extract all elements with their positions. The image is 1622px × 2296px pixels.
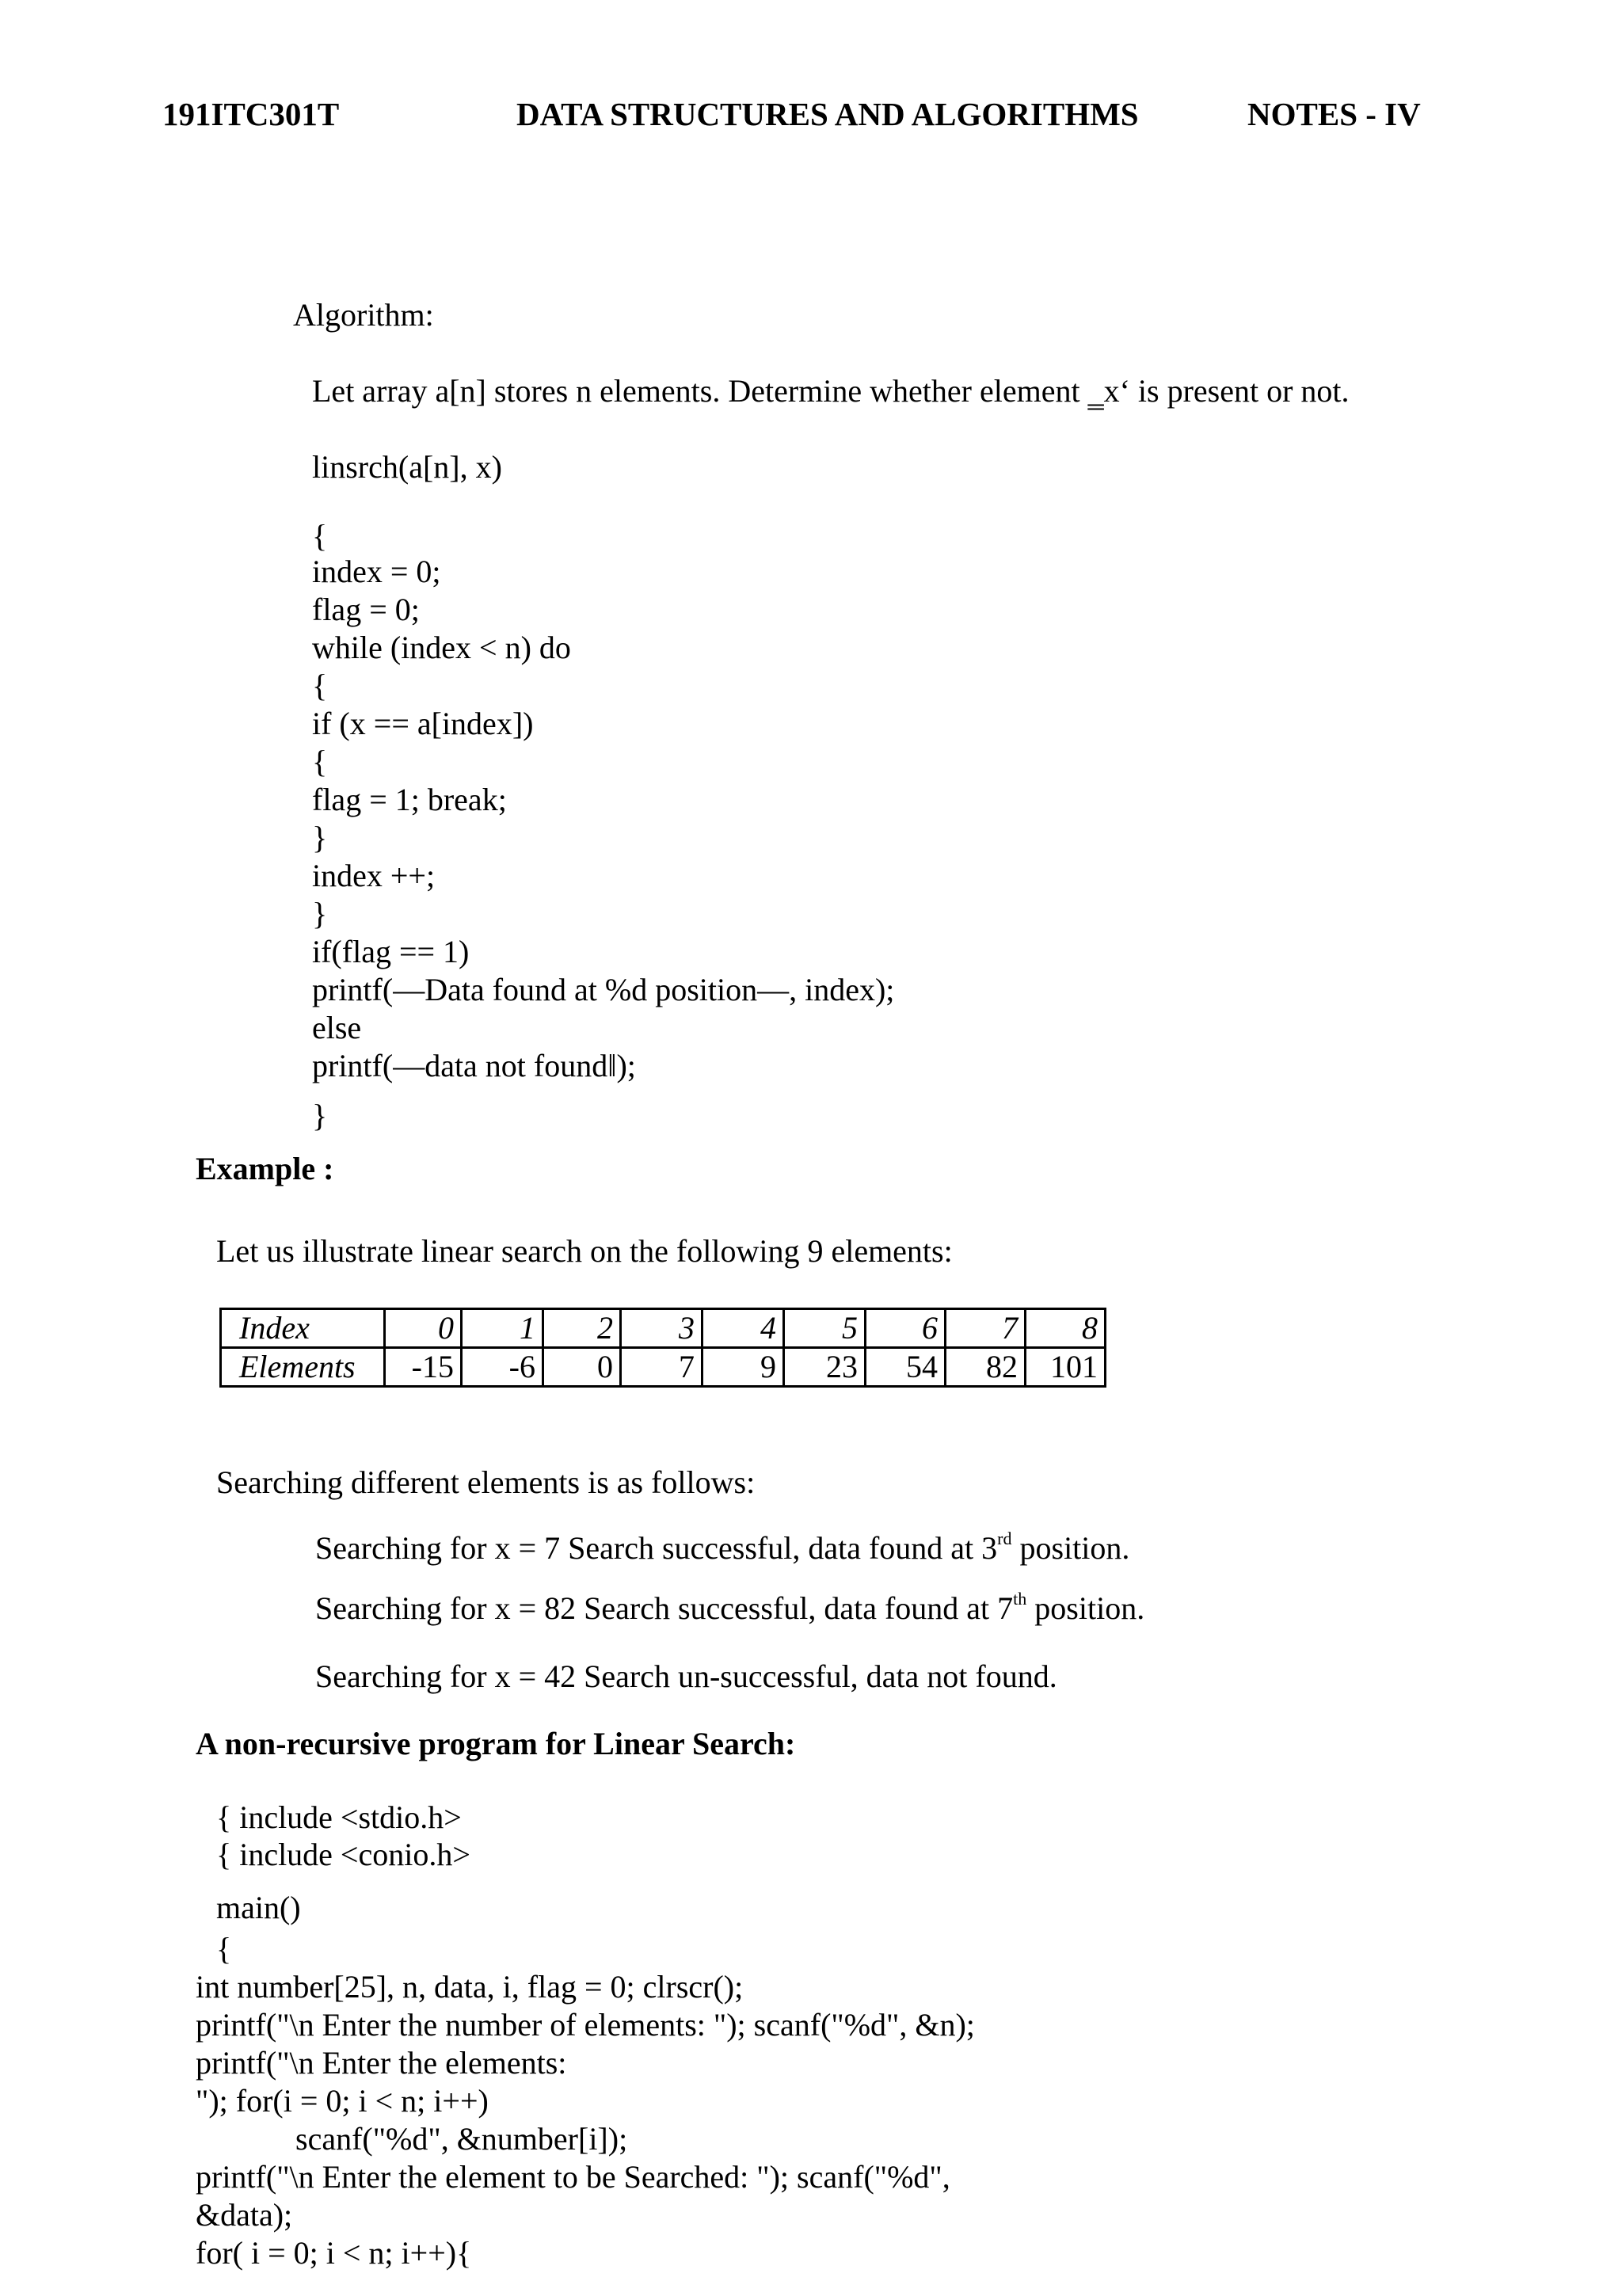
element-cell: 82 [946, 1348, 1026, 1387]
algorithm-heading: Algorithm: [293, 297, 434, 333]
code-line: index = 0; [312, 554, 441, 589]
search-result [315, 1589, 1145, 1626]
code-line: int number[25], n, data, i, flag = 0; clrscr(); [196, 1969, 744, 2005]
code-line: printf("\n Enter the element to be Searched: "); scanf("%d", [196, 2159, 950, 2195]
element-cell: 101 [1026, 1348, 1106, 1387]
ordinal-suffix: rd [997, 1529, 1012, 1548]
code-line: flag = 0; [312, 592, 420, 627]
code-line: &data); [196, 2197, 293, 2233]
code-line: for( i = 0; i < n; i++){ [196, 2235, 472, 2271]
code-line: } [312, 820, 328, 855]
index-cell: 6 [866, 1309, 946, 1348]
index-cell: 4 [702, 1309, 784, 1348]
code-line: if (x == a[index]) [312, 706, 534, 741]
array-table [219, 1308, 1106, 1388]
index-cell: 1 [462, 1309, 543, 1348]
code-line: printf(―data not found‖); [312, 1048, 636, 1083]
code-line: { [312, 744, 328, 779]
code-line: printf(―Data found at %d position―, index); [312, 972, 895, 1007]
row-label-elements: Elements [221, 1348, 385, 1387]
index-cell: 5 [784, 1309, 866, 1348]
index-cell: 0 [385, 1309, 462, 1348]
code-line: { [216, 1931, 232, 1967]
example-intro: Let us illustrate linear search on the following 9 elements: [216, 1233, 953, 1269]
search-result-text: Searching for x = 82 Search successful, data found at 7 [315, 1590, 1014, 1626]
element-cell: -6 [462, 1348, 543, 1387]
row-label-index: Index [221, 1309, 385, 1348]
code-line: { [312, 668, 328, 703]
code-line: flag = 1; break; [312, 782, 507, 817]
code-line: else [312, 1010, 362, 1045]
course-code: 191ITC301T [162, 96, 340, 132]
code-line: "); for(i = 0; i < n; i++) [196, 2083, 489, 2119]
elements-row [221, 1348, 1106, 1387]
subject-title: DATA STRUCTURES AND ALGORITHMS [516, 96, 1139, 132]
index-cell: 2 [543, 1309, 621, 1348]
element-cell: 23 [784, 1348, 866, 1387]
code-line: { include <stdio.h> [216, 1799, 462, 1835]
element-cell: 54 [866, 1348, 946, 1387]
ordinal-suffix: th [1013, 1589, 1027, 1609]
search-result-text: Searching for x = 7 Search successful, data found at 3 [315, 1530, 998, 1566]
algorithm-signature: linsrch(a[n], x) [312, 449, 502, 485]
search-result [315, 1529, 1130, 1566]
index-cell: 7 [946, 1309, 1026, 1348]
example-heading: Example : [196, 1151, 334, 1186]
algorithm-description: Let array a[n] stores n elements. Determine whether element ‗x‘ is present or not. [312, 373, 1350, 409]
code-line: { [312, 518, 328, 554]
code-line: printf("\n Enter the elements: [196, 2045, 567, 2081]
code-line: while (index < n) do [312, 630, 571, 665]
code-line: { include <conio.h> [216, 1837, 470, 1872]
search-result-text: Searching for x = 42 Search un-successful, data not found. [315, 1658, 1057, 1694]
code-line: main() [216, 1890, 301, 1925]
search-result-tail: position. [1011, 1530, 1130, 1566]
element-cell: 0 [543, 1348, 621, 1387]
code-line: } [312, 1098, 328, 1133]
element-cell: -15 [385, 1348, 462, 1387]
search-result [315, 1658, 1057, 1694]
notes-label: NOTES - IV [1247, 96, 1421, 132]
program-heading: A non-recursive program for Linear Search: [196, 1726, 796, 1761]
search-result-tail: position. [1026, 1590, 1145, 1626]
code-line: index ++; [312, 858, 436, 893]
element-cell: 9 [702, 1348, 784, 1387]
code-line: } [312, 896, 328, 931]
index-cell: 8 [1026, 1309, 1106, 1348]
index-cell: 3 [621, 1309, 702, 1348]
searching-intro: Searching different elements is as follows: [216, 1464, 756, 1500]
code-line: if(flag == 1) [312, 934, 470, 969]
code-line: printf("\n Enter the number of elements: "); scanf("%d", &n); [196, 2007, 975, 2043]
code-line: scanf("%d", &number[i]); [295, 2121, 628, 2157]
index-row [221, 1309, 1106, 1348]
element-cell: 7 [621, 1348, 702, 1387]
